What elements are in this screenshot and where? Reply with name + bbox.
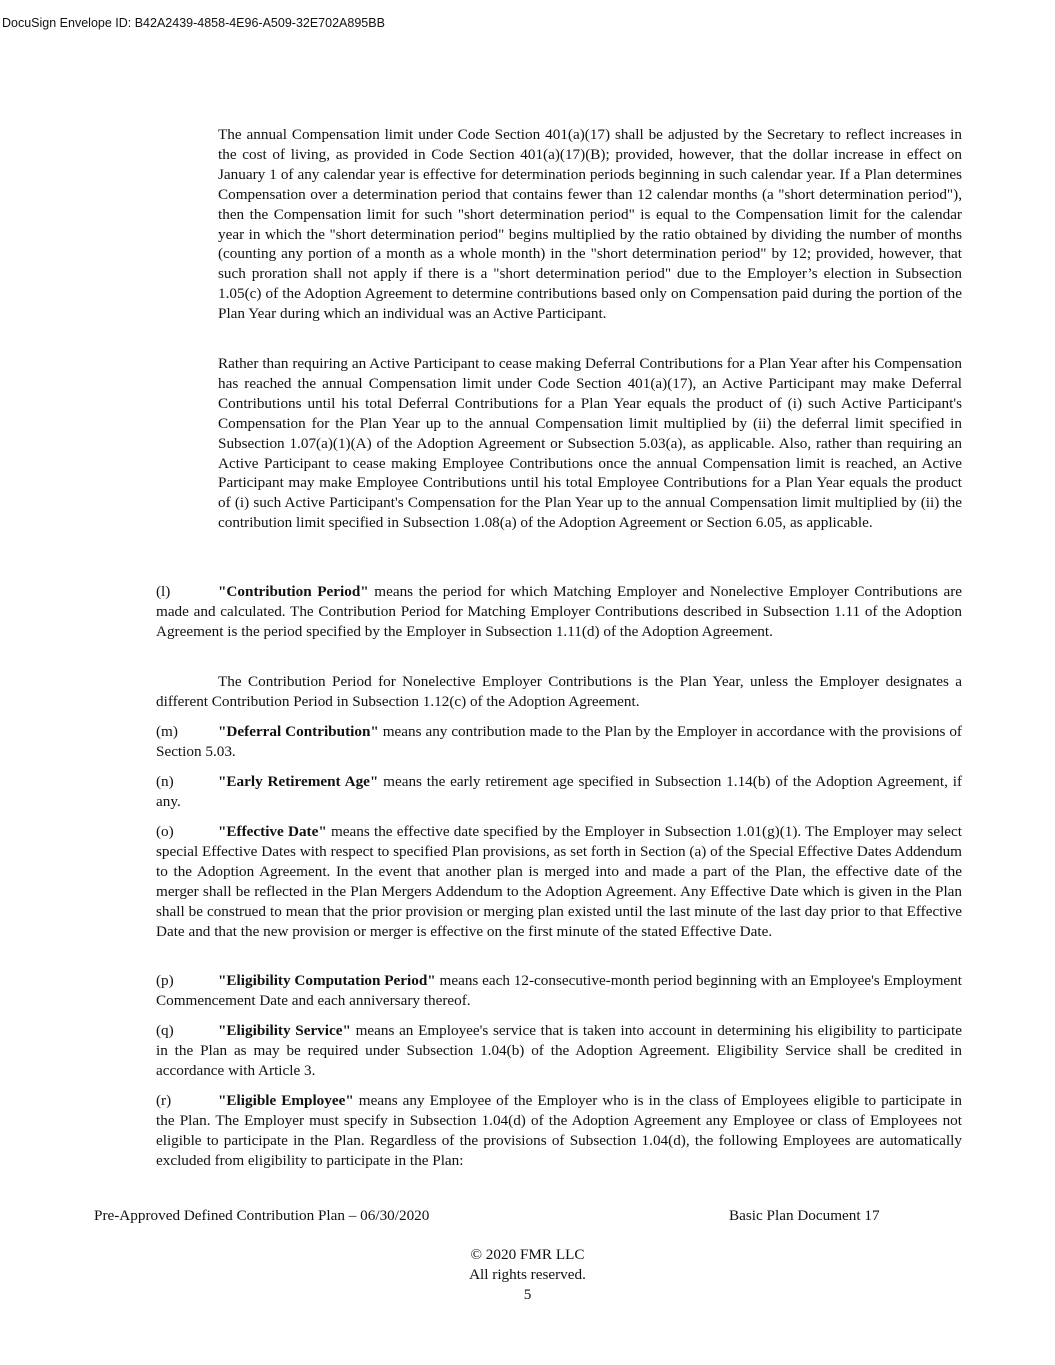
paragraph-compensation-limit: The annual Compensation limit under Code Section 401(a)(17) shall be adjusted by the Secretary to reflect increases in the cost of living, as provided in Code Section 401(a)(17)(B); provided, however, that the dollar increase in effect on January 1 of any calendar year is effective for determination periods beginning in such calendar year. If a Plan determines Compensation over a determination period that contains fewer than 12 calendar months (a "short determination period"), then the Compensation limit for such "short determination period" is equal to the Compensation limit for the calendar year in which the "short determination period" begins multiplied by the ratio obtained by dividing the number of months (counting any portion of a month as a whole month) in the "short determination period" by 12; provided, however, that such proration shall not apply if there is a "short determination period" due to the Employer’s election in Subsection 1.05(c) of the Adoption Agreement to determine contributions based only on Compensation paid during the portion of the Plan Year during which an individual was an Active Participant.	[218, 126, 962, 323]
footer-rights: All rights reserved.	[469, 1265, 586, 1283]
definition-effective-date	[156, 822, 962, 941]
definition-early-retirement-age	[156, 772, 962, 812]
defined-term: "Eligibility Service"	[218, 1022, 351, 1039]
definition-text: means the effective date specified by the Employer in Subsection 1.01(g)(1). The Employer may select special Effective Dates with respect to specified Plan provisions, as set forth in Section (a) of the Special Effective Dates Addendum to the Adoption Agreement. In the event that another plan is merged into and made a part of the Plan, the effective date of the merger shall be reflected in the Plan Mergers Addendum to the Adoption Agreement. Any Effective Date which is given in the Plan shall be construed to mean that the prior provision or merging plan existed until the last minute of the last day prior to that Effective Date and that the new provision or merger is effective on the first minute of the stated Effective Date.	[156, 823, 962, 940]
section-label: (l)	[156, 583, 171, 600]
definition-text: means an Employee's service that is taken into account in determining his eligibility to participate in the Plan as may be required under Subsection 1.04(b) of the Adoption Agreement. Eligibility Service shall be credited in accordance with Article 3.	[156, 1022, 962, 1079]
definition-text: means the period for which Matching Employer and Nonelective Employer Contributions are made and calculated. The Contribution Period for Matching Employer Contributions described in Subsection 1.11 of the Adoption Agreement is the period specified by the Employer in Subsection 1.11(d) of the Adoption Agreement.	[156, 583, 962, 640]
definition-eligible-employee	[156, 1091, 962, 1171]
footer-copyright: © 2020 FMR LLC	[470, 1246, 585, 1263]
paragraph-nonelective-period	[156, 672, 962, 712]
section-label: (p)	[156, 972, 174, 989]
definition-text: means any Employee of the Employer who is in the class of Employees eligible to participate in the Plan. The Employer must specify in Subsection 1.04(d) of the Adoption Agreement any Employee or class of Employees not eligible to participate in the Plan. Regardless of the provisions of Subsection 1.04(d), the following Employees are automatically excluded from eligibility to participate in the Plan:	[156, 1092, 963, 1169]
definition-eligibility-computation-period	[156, 971, 962, 1011]
footer-document-title: Pre-Approved Defined Contribution Plan – 06/30/2020	[94, 1207, 430, 1224]
section-label: (r)	[156, 1092, 172, 1109]
definition-text: means each 12-consecutive-month period beginning with an Employee's Employment Commencement Date and each anniversary thereof.	[156, 972, 962, 1009]
defined-term: "Contribution Period"	[218, 583, 369, 600]
definition-text: means any contribution made to the Plan by the Employer in accordance with the provisions of Section 5.03.	[156, 723, 962, 760]
section-label: (o)	[156, 823, 174, 840]
paragraph-text: The Contribution Period for Nonelective Employer Contributions is the Plan Year, unless the Employer designates a different Contribution Period in Subsection 1.12(c) of the Adoption Agreement.	[156, 673, 962, 710]
section-label: (q)	[156, 1022, 174, 1039]
footer-copyright-block	[0, 1245, 1055, 1305]
defined-term: "Early Retirement Age"	[218, 773, 379, 790]
section-label: (n)	[156, 773, 174, 790]
footer-document-page: Basic Plan Document 17	[729, 1207, 880, 1224]
section-label: (m)	[156, 723, 178, 740]
definition-text: means the early retirement age specified in Subsection 1.14(b) of the Adoption Agreement, if any.	[156, 773, 963, 810]
defined-term: "Deferral Contribution"	[218, 723, 379, 740]
docusign-envelope-id: DocuSign Envelope ID: B42A2439-4858-4E96-A509-32E702A895BB	[2, 16, 385, 30]
definition-eligibility-service	[156, 1021, 962, 1081]
paragraph-deferral-limit: Rather than requiring an Active Participant to cease making Deferral Contributions for a Plan Year after his Compensation has reached the annual Compensation limit under Code Section 401(a)(17), an Active Participant may make Deferral Contributions until his total Deferral Contributions for a Plan Year equals the product of (i) such Active Participant's Compensation for the Plan Year up to the annual Compensation limit multiplied by (ii) the deferral limit specified in Subsection 1.07(a)(1)(A) of the Adoption Agreement or Subsection 5.03(a), as applicable. Also, rather than requiring an Active Participant to cease making Employee Contributions once the annual Compensation limit is reached, an Active Participant may make Employee Contributions until his total Employee Contributions for a Plan Year equals the product of (i) such Active Participant's Compensation for the Plan Year up to the annual Compensation limit multiplied by (ii) the contribution limit specified in Subsection 1.08(a) of the Adoption Agreement or Section 6.05, as applicable.	[218, 355, 962, 532]
defined-term: "Effective Date"	[218, 823, 327, 840]
footer-page-number: 5	[523, 1285, 532, 1303]
defined-term: "Eligible Employee"	[218, 1092, 354, 1109]
definition-contribution-period	[156, 582, 962, 642]
definition-deferral-contribution	[156, 722, 962, 762]
defined-term: "Eligibility Computation Period"	[218, 972, 436, 989]
